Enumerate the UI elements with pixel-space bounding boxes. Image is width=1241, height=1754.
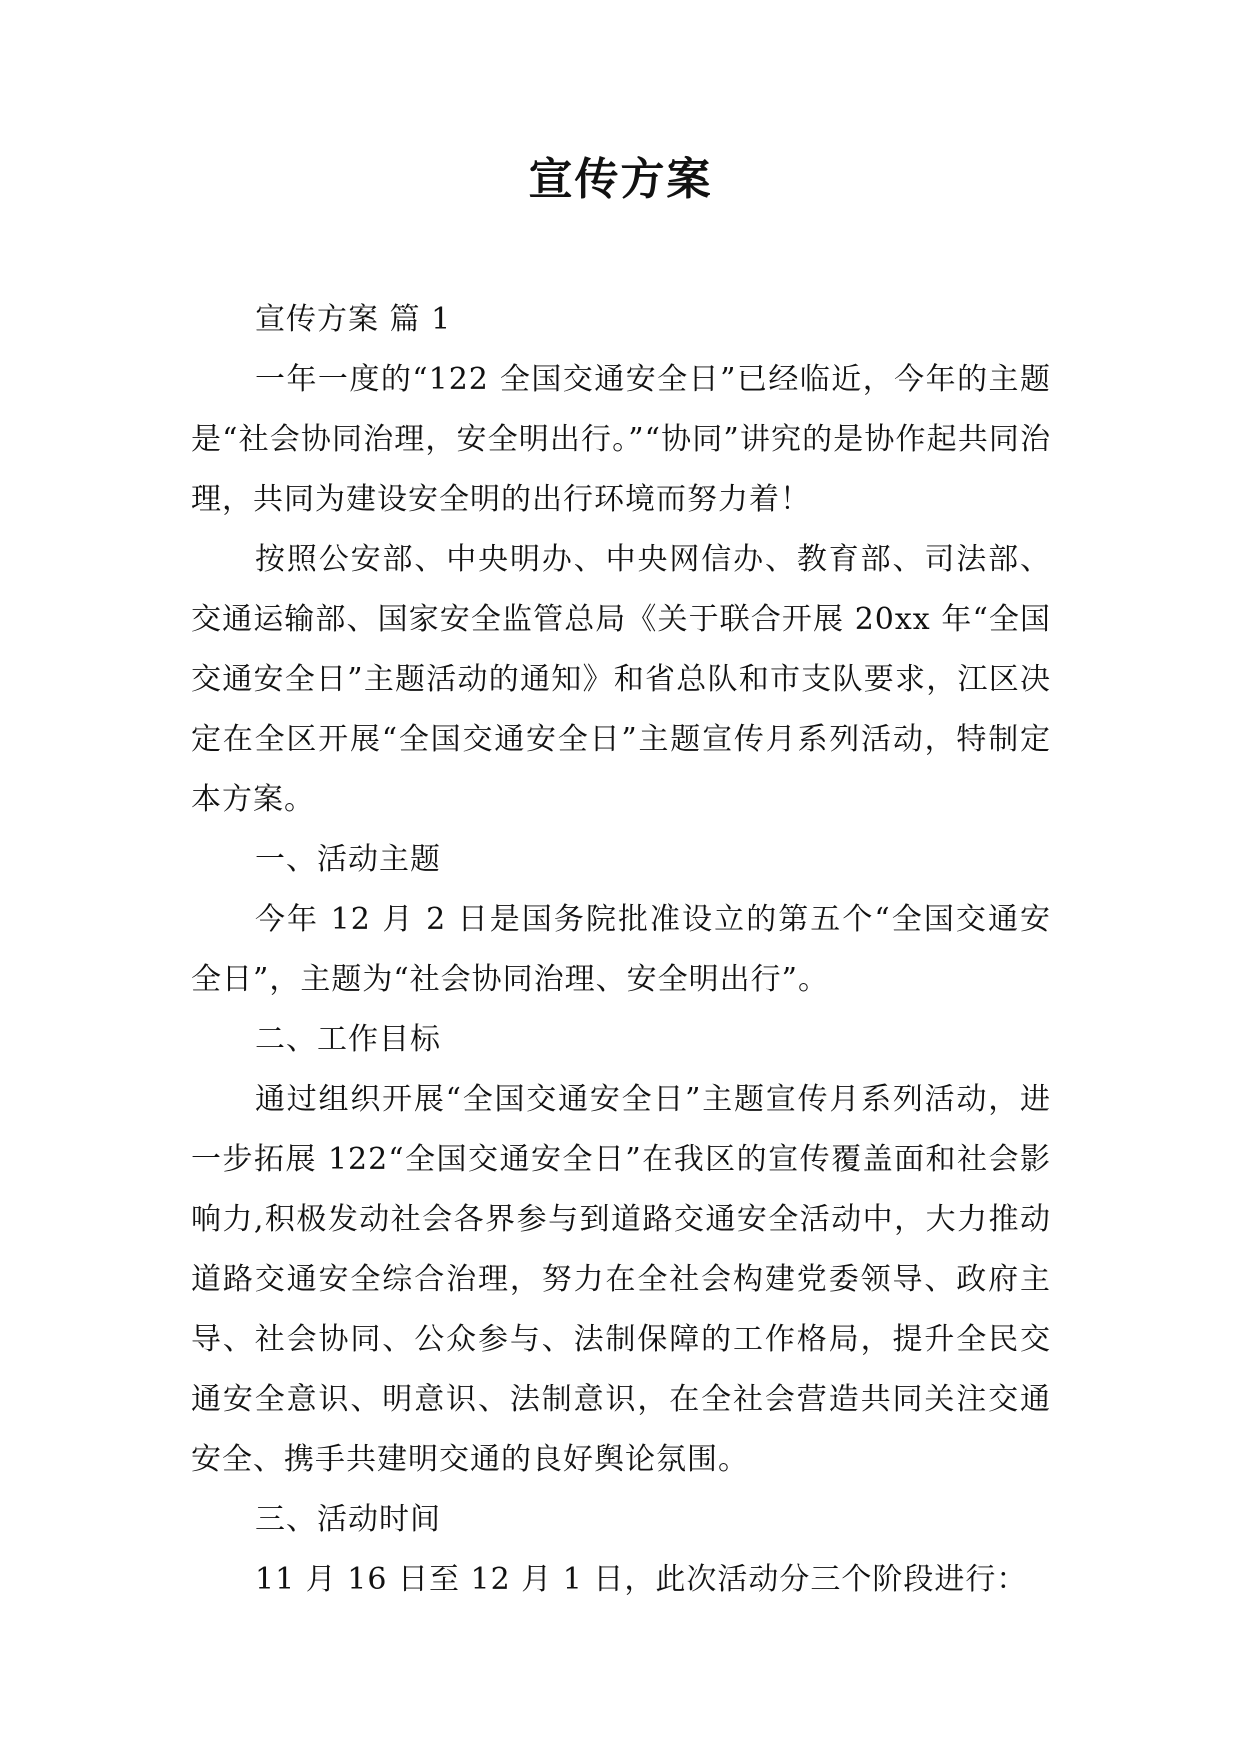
heading-work-goal: 二、工作目标: [255, 1022, 441, 1057]
paragraph-section-label: 宣传方案 篇 1: [255, 302, 452, 337]
paragraph-intro: 一年一度的“122 全国交通安全日”已经临近，今年的主题是“社会协同治理，安全明出行。”“协同”讲究的是协作起共同治理，共同为建设安全明的出行环境而努力着！: [191, 362, 1051, 517]
heading-activity-time: 三、活动时间: [255, 1502, 441, 1537]
paragraph-goal: 通过组织开展“全国交通安全日”主题宣传月系列活动，进一步拓展 122“全国交通安全日”在我区的宣传覆盖面和社会影响力,积极发动社会各界参与到道路交通安全活动中，大力推动道路交通安全综合治理，努力在全社会构建党委领导、政府主导、社会协同、公众参与、法制保障的工作格局，提升全民交通安全意识、明意识、法制意识，在全社会营造共同关注交通安全、携手共建明交通的良好舆论氛围。: [191, 1082, 1051, 1477]
paragraph-basis: 按照公安部、中央明办、中央网信办、教育部、司法部、交通运输部、国家安全监管总局《关于联合开展 20xx 年“全国交通安全日”主题活动的通知》和省总队和市支队要求，江区决定在全区开展“全国交通安全日”主题宣传月系列活动，特制定本方案。: [191, 542, 1051, 817]
heading-activity-theme: 一、活动主题: [255, 842, 441, 877]
document-body: [191, 290, 1051, 1610]
paragraph-theme: 今年 12 月 2 日是国务院批准设立的第五个“全国交通安全日”，主题为“社会协同治理、安全明出行”。: [191, 902, 1051, 997]
document-title: 宣传方案: [528, 154, 713, 205]
paragraph-time: 11 月 16 日至 12 月 1 日，此次活动分三个阶段进行：: [255, 1562, 1028, 1597]
